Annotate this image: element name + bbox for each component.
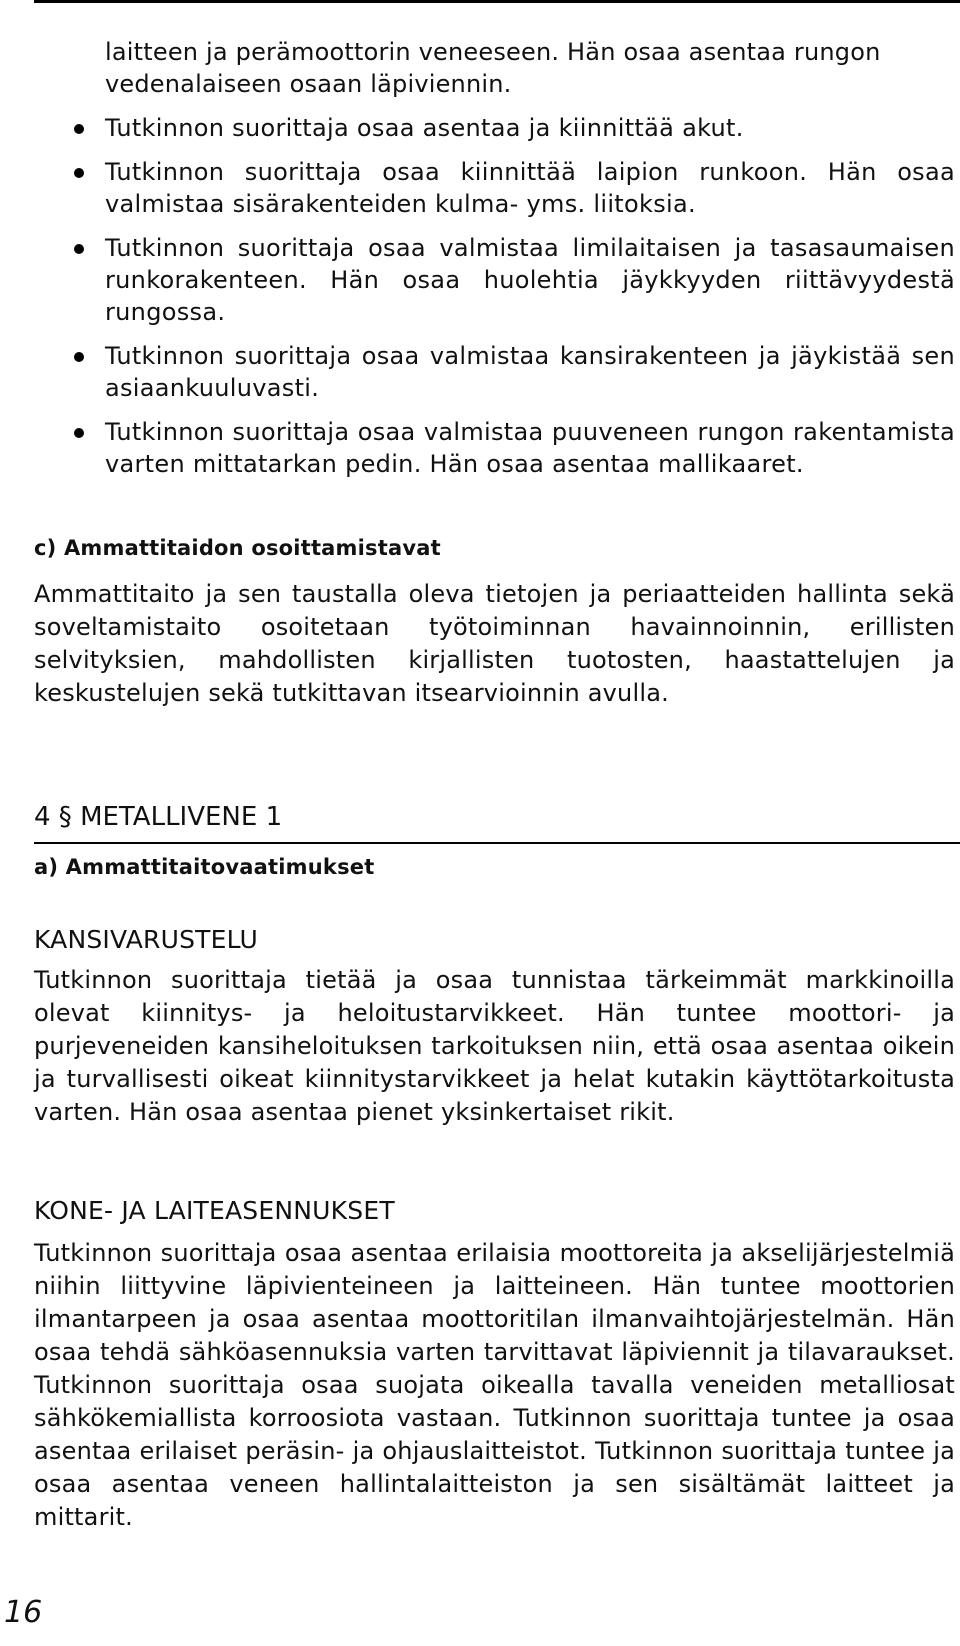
subsection-a-heading: a) Ammattitaitovaatimukset [34, 855, 375, 879]
kone-section [34, 1196, 955, 1534]
kansivarustelu-text: Tutkinnon suorittaja tietää ja osaa tunnistaa tärkeimmät markkinoilla olevat kiinnitys- ja heloitustarvikkeet. Hän tuntee moottori- ja purjeveneiden kansiheloituksen tarkoituksen niin, että osaa asentaa oikein ja turvallisesti oikeat kiinnitystarvikkeet ja helat kutakin käyttötarkoitusta varten. Hän osaa asentaa pienet yksinkertaiset rikit. [34, 966, 955, 1126]
page-number: 16 [4, 1595, 43, 1630]
kone-text: Tutkinnon suorittaja osaa asentaa erilaisia moottoreita ja akselijärjestelmiä niihin liittyvine läpivienteineen ja laitteineen. Hän tuntee moottorien ilmantarpeen ja osaa asentaa moottoritilan ilmanvaihtojärjestelmän. Hän osaa tehdä sähköasennuksia varten tarvittavat läpiviennit ja tilavaraukset. Tutkinnon suorittaja osaa suojata oikealla tavalla veneiden metalliosat sähkökemiallista korroosiota vastaan. Tutkinnon suorittaja tuntee ja osaa asentaa erilaiset peräsin- ja ohjauslaitteistot. Tutkinnon suorittaja tuntee ja osaa asentaa veneen hallintalaitteiston ja sen sisältämät laitteet ja mittarit. [34, 1239, 955, 1531]
bullet-icon [74, 428, 84, 438]
continuation-text: laitteen ja perämoottorin veneeseen. Hän osaa asentaa rungon vedenalaiseen osaan läpiviennin. [105, 38, 881, 98]
bullet-list [105, 36, 955, 492]
list-item: Tutkinnon suorittaja osaa valmistaa limilaitaisen ja tasasaumaisen runkorakenteen. Hän osaa huolehtia jäykkyyden riittävyydestä rungossa. [105, 232, 955, 328]
top-rule [34, 0, 960, 3]
section-heading: 4 § METALLIVENE 1 [34, 800, 960, 844]
kansivarustelu-heading: KANSIVARUSTELU [34, 925, 258, 954]
list-item: Tutkinnon suorittaja osaa valmistaa kansirakenteen ja jäykistää sen asiaankuuluvasti. [105, 340, 955, 404]
bullet-icon [74, 124, 84, 134]
kansivarustelu-section [34, 925, 955, 1129]
subsection-c-text: Ammattitaito ja sen taustalla oleva tietojen ja periaatteiden hallinta sekä soveltamistaito osoitetaan työtoiminnan havainnoinnin, erillisten selvityksien, mahdollisten kirjallisten tuotosten, haastattelujen ja keskustelujen sekä tutkittavan itsearvioinnin avulla. [34, 580, 955, 707]
subsection-c-heading: c) Ammattitaidon osoittamistavat [34, 536, 441, 560]
list-item: Tutkinnon suorittaja osaa valmistaa puuveneen rungon rakentamista varten mittatarkan pedin. Hän osaa asentaa mallikaaret. [105, 416, 955, 480]
bullet-icon [74, 352, 84, 362]
bullet-icon [74, 244, 84, 254]
bullet-icon [74, 168, 84, 178]
list-item: Tutkinnon suorittaja osaa kiinnittää laipion runkoon. Hän osaa valmistaa sisärakenteiden kulma- yms. liitoksia. [105, 156, 955, 220]
list-item: Tutkinnon suorittaja osaa asentaa ja kiinnittää akut. [105, 112, 955, 144]
kone-heading: KONE- JA LAITEASENNUKSET [34, 1196, 395, 1225]
subsection-a [34, 855, 955, 879]
subsection-c [34, 536, 955, 710]
